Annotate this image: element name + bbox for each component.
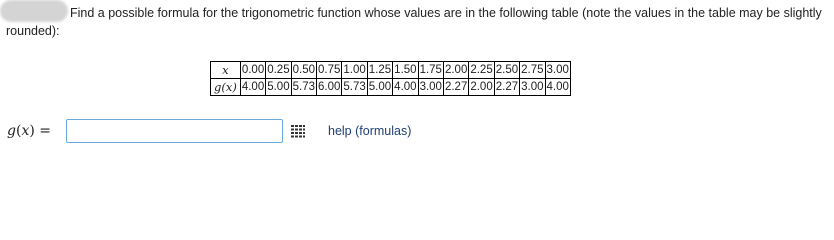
x-value-cell: 2.25 <box>469 62 494 79</box>
x-value-cell: 1.25 <box>367 62 392 79</box>
x-value-cell: 0.75 <box>317 62 342 79</box>
answer-input[interactable] <box>66 119 283 143</box>
x-value-cell: 0.50 <box>291 62 316 79</box>
answer-label-rest: ) = <box>29 123 51 139</box>
g-header-cell: g(x) <box>211 79 241 96</box>
g-value-cell: 5.00 <box>266 79 291 96</box>
help-formulas-link[interactable]: help (formulas) <box>328 124 412 138</box>
x-value-cell: 2.75 <box>520 62 545 79</box>
g-value-cell: 4.00 <box>545 79 570 96</box>
g-value-cell: 2.27 <box>494 79 519 96</box>
x-value-cell: 1.50 <box>393 62 418 79</box>
g-value-cell: 2.00 <box>469 79 494 96</box>
x-value-cell: 0.00 <box>240 62 265 79</box>
g-value-cell: 6.00 <box>317 79 342 96</box>
problem-text: Find a possible formula for the trigonometric function whose values are in the following table (note the values in the table may be slightly rounded): <box>6 6 822 38</box>
x-value-cell: 1.00 <box>342 62 367 79</box>
g-value-cell: 3.00 <box>520 79 545 96</box>
g-value-cell: 3.00 <box>418 79 443 96</box>
x-header-cell: x <box>211 62 241 79</box>
g-value-cell: 5.73 <box>342 79 367 96</box>
keypad-grid-icon[interactable] <box>290 124 306 138</box>
answer-label-func: g <box>7 123 16 139</box>
g-value-cell: 5.00 <box>367 79 392 96</box>
x-value-cell: 3.00 <box>545 62 570 79</box>
x-value-cell: 0.25 <box>266 62 291 79</box>
g-value-cell: 4.00 <box>240 79 265 96</box>
g-value-cell: 4.00 <box>393 79 418 96</box>
x-value-cell: 1.75 <box>418 62 443 79</box>
g-value-cell: 2.27 <box>443 79 468 96</box>
x-value-cell: 2.00 <box>443 62 468 79</box>
table-row-x <box>211 62 571 79</box>
table-row-g <box>211 79 571 96</box>
g-value-cell: 5.73 <box>291 79 316 96</box>
answer-label-var: x <box>21 123 30 139</box>
x-value-cell: 2.50 <box>494 62 519 79</box>
values-table <box>210 61 571 96</box>
answer-label: g(x) = <box>7 123 51 139</box>
values-table-wrapper <box>210 61 571 96</box>
